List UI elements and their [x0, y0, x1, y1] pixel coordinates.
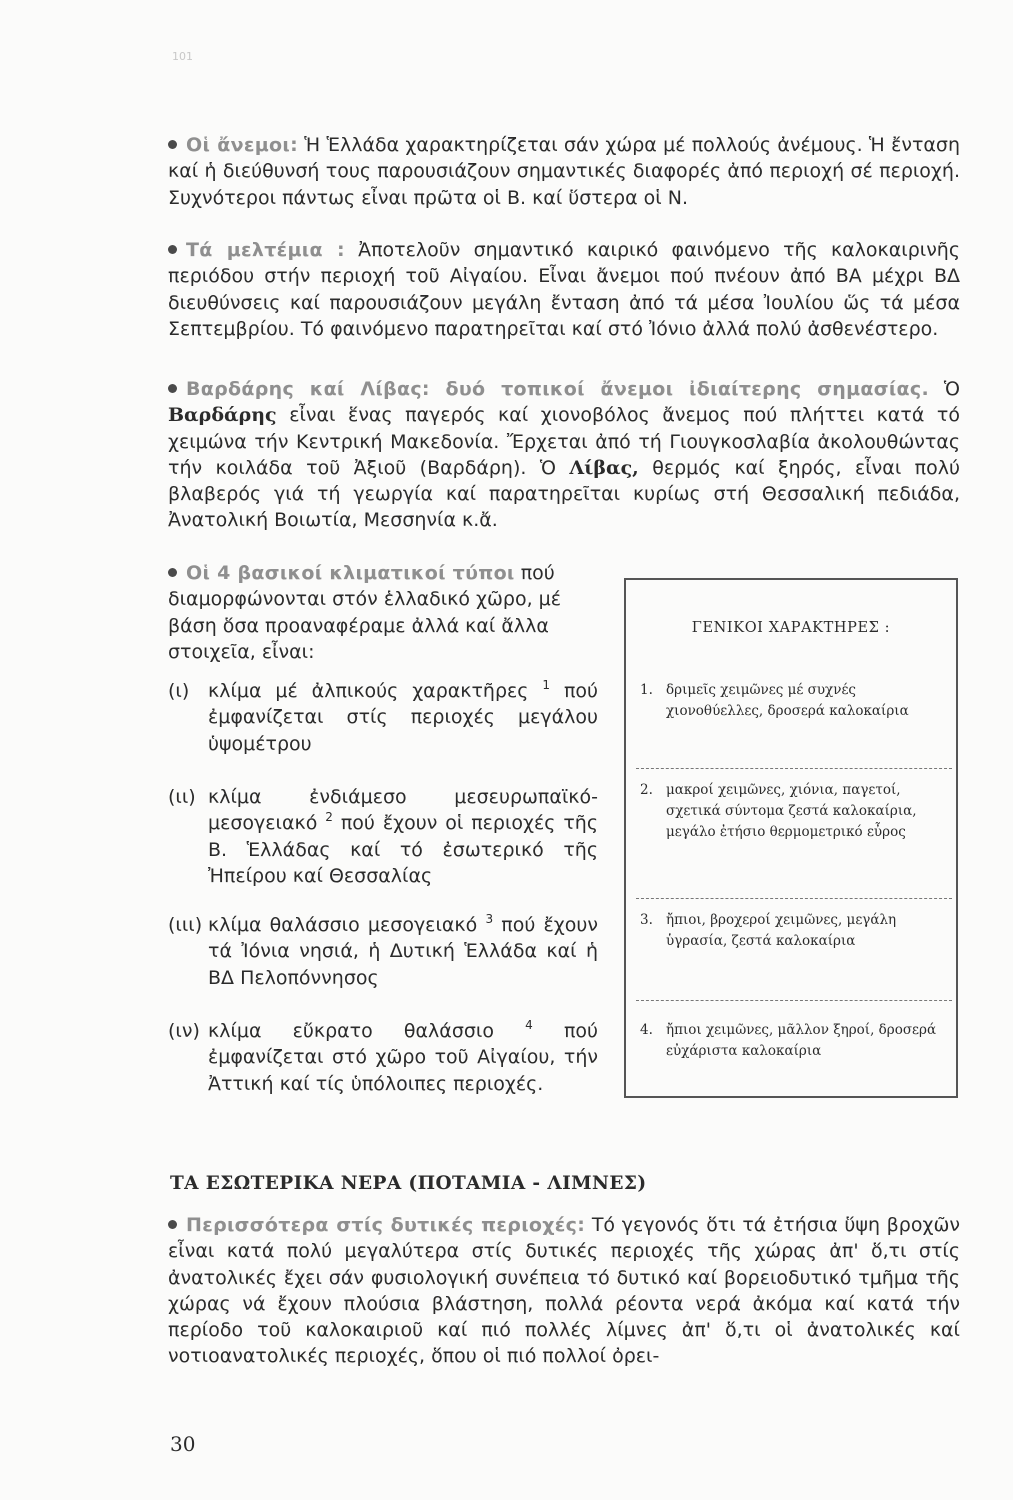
box-item	[640, 680, 950, 722]
box-item-number: 2.	[640, 782, 653, 798]
paragraph-text-b: εἶναι ἕνας παγερός καί χιονοβόλος ἄνεμος πού πλήττει κατά τό χειμώνα τήν Κεντρική Μακεδονία. Ἔρχεται ἀπό τή Γιουγκοσλαβία ἀκολουθώντας τήν κοιλάδα τοῦ Ἀξιοῦ (Βαρδάρη). Ὁ	[168, 404, 960, 479]
paragraph-label: Περισσότερα στίς δυτικές περιοχές:	[186, 1214, 586, 1236]
climate-type-item	[168, 1018, 598, 1097]
bullet-icon	[168, 1220, 177, 1229]
item-number: (ιιι)	[168, 914, 203, 936]
item-rest: πού ἔχουν οἱ περιοχές τῆς Β. Ἑλλάδας καί τό ἐσωτερικό τῆς Ἠπείρου καί Θεσσαλίας	[208, 812, 598, 887]
paragraph-vardaris-livas	[168, 376, 960, 534]
wind-name-vardaris: Βαρδάρης	[168, 404, 277, 427]
paragraph-text: Τό γεγονός ὅτι τά ἐτήσια ὕψη βροχῶν εἶναι κατά πολύ μεγαλύτερα στίς δυτικές περιοχές τῆς χώρας ἀπ' ὅ,τι στίς ἀνατολικές ἔχει σάν φυσιολογική συνέπεια τό δυτικό καί βορειοδυτικό τμῆμα τῆς χώρας νά ἔχουν πλούσια βλάστηση, πολλά ρέοντα νερά ἀκόμα καί κατά τήν περίοδο τοῦ καλοκαιριοῦ καί πιό πολλές λίμνες ἀπ' ὅ,τι οἱ ἀνατολικές καί νοτιοανατολικές περιοχές, ὅπου οἱ πιό πολλοί ὀρει-	[168, 1214, 960, 1368]
paragraph-text: Ἀποτελοῦν σημαντικό καιρικό φαινόμενο τῆς καλοκαιρινῆς περιόδου στήν περιοχή τοῦ Αἰγαίου. Εἶναι ἄνεμοι πού πνέουν ἀπό ΒΑ μέχρι ΒΔ διευθύνσεις καί παρουσιάζουν μεγάλη ἔνταση ἀπό τά μέσα Ἰουλίου ὥς τά μέσα Σεπτεμβρίου. Τό φαινόμενο παρατηρεῖται καί στό Ἰόνιο ἀλλά πολύ ἀσθενέστερο.	[168, 239, 960, 340]
footnote-ref: 1	[542, 678, 551, 692]
box-item-number: 1.	[640, 682, 653, 698]
box-item	[640, 910, 950, 952]
divider	[636, 1000, 952, 1001]
item-number: (ιι)	[168, 786, 196, 808]
bullet-icon	[168, 384, 177, 393]
divider	[636, 898, 952, 899]
item-number: (ιν)	[168, 1020, 200, 1042]
paragraph-climate-types	[168, 560, 598, 665]
box-item	[640, 780, 950, 843]
wind-name-livas: Λίβας,	[569, 456, 639, 479]
paragraph-text: Ἡ Ἑλλάδα χαρακτηρίζεται σάν χώρα μέ πολλούς ἀνέμους. Ἡ ἔνταση καί ἡ διεύθυνσή τους παρουσιάζουν σημαντικές διαφορές ἀπό περιοχή σέ περιοχή. Συχνότεροι πάντως εἶναι πρῶτα οἱ Β. καί ὕστερα οἱ Ν.	[168, 134, 960, 209]
faint-header-mark: 101	[172, 50, 193, 63]
paragraph-label: Βαρδάρης καί Λίβας: δυό τοπικοί ἄνεμοι ἰδιαίτερης σημασίας.	[186, 378, 929, 400]
page-number: 30	[170, 1432, 196, 1456]
item-rest: πού ἐμφανίζεται στό χῶρο τοῦ Αἰγαίου, τήν Ἀττική καί τίς ὑπόλοιπες περιοχές.	[208, 1020, 599, 1095]
paragraph-meltemia	[168, 237, 960, 342]
box-item-number: 4.	[640, 1022, 653, 1038]
bullet-icon	[168, 568, 177, 577]
paragraph-winds	[168, 132, 960, 211]
bullet-icon	[168, 245, 177, 254]
item-rest: πού ἐμφανίζεται στίς περιοχές μεγάλου ὑψομέτρου	[208, 680, 598, 755]
item-text: κλίμα ἐνδιάμεσο μεσευρωπαϊκό-μεσογειακό	[208, 786, 598, 835]
bullet-icon	[168, 140, 177, 149]
paragraph-western-regions	[168, 1212, 960, 1370]
paragraph-label: Οἱ 4 βασικοί κλιματικοί τύποι	[186, 562, 515, 584]
footnote-ref: 2	[325, 810, 333, 825]
box-item-text: δριμεῖς χειμῶνες μέ συχνές χιονοθύελλες, δροσερά καλοκαίρια	[666, 682, 909, 719]
box-item-number: 3.	[640, 912, 653, 928]
paragraph-text: πού διαμορφώνονται στόν ἑλλαδικό χῶρο, μέ βάση ὅσα προαναφέραμε ἀλλά καί ἄλλα στοιχεῖα, εἶναι:	[168, 562, 562, 663]
footnote-ref: 3	[485, 912, 494, 926]
box-item	[640, 1020, 950, 1062]
paragraph-text-a: Ὁ	[943, 378, 960, 400]
divider	[636, 768, 952, 769]
box-title: ΓΕΝΙΚΟΙ ΧΑΡΑΚΤΗΡΕΣ :	[691, 620, 891, 636]
item-rest: πού ἔχουν τά Ἰόνια νησιά, ἡ Δυτική Ἑλλάδα καί ἡ ΒΔ Πελοπόννησος	[208, 914, 599, 989]
item-text: κλίμα μέ ἀλπικούς χαρακτῆρες	[208, 680, 529, 702]
general-characteristics-box	[624, 578, 958, 1098]
item-number: (ι)	[168, 680, 190, 702]
item-text: κλίμα θαλάσσιο μεσογειακό	[208, 914, 478, 936]
paragraph-label: Τά μελτέμια :	[186, 239, 345, 261]
item-text: κλίμα εὔκρατο θαλάσσιο	[208, 1020, 494, 1042]
box-item-text: ἤπιοι, βροχεροί χειμῶνες, μεγάλη ὑγρασία, ζεστά καλοκαίρια	[666, 912, 897, 949]
climate-type-item	[168, 678, 598, 757]
climate-type-item	[168, 912, 598, 991]
paragraph-text-c: θερμός καί ξηρός, εἶναι πολύ βλαβερός γιά τή γεωργία καί παρατηρεῖται κυρίως στή Θεσσαλική πεδιάδα, Ἀνατολική Βοιωτία, Μεσσηνία κ.ἄ.	[168, 456, 960, 532]
footnote-ref: 4	[525, 1018, 533, 1032]
section-title: ΤΑ ΕΣΩΤΕΡΙΚΑ ΝΕΡΑ (ΠΟΤΑΜΙΑ - ΛΙΜΝΕΣ)	[170, 1173, 647, 1194]
box-item-text: ἤπιοι χειμῶνες, μᾶλλον ξηροί, δροσερά εὐχάριστα καλοκαίρια	[666, 1022, 937, 1059]
climate-type-item	[168, 784, 598, 889]
box-item-text: μακροί χειμῶνες, χιόνια, παγετοί, σχετικά σύντομα ζεστά καλοκαίρια, μεγάλο ἐτήσιο θερμομετρικό εὖρος	[666, 782, 917, 840]
paragraph-label: Οἱ ἄνεμοι:	[186, 134, 299, 156]
